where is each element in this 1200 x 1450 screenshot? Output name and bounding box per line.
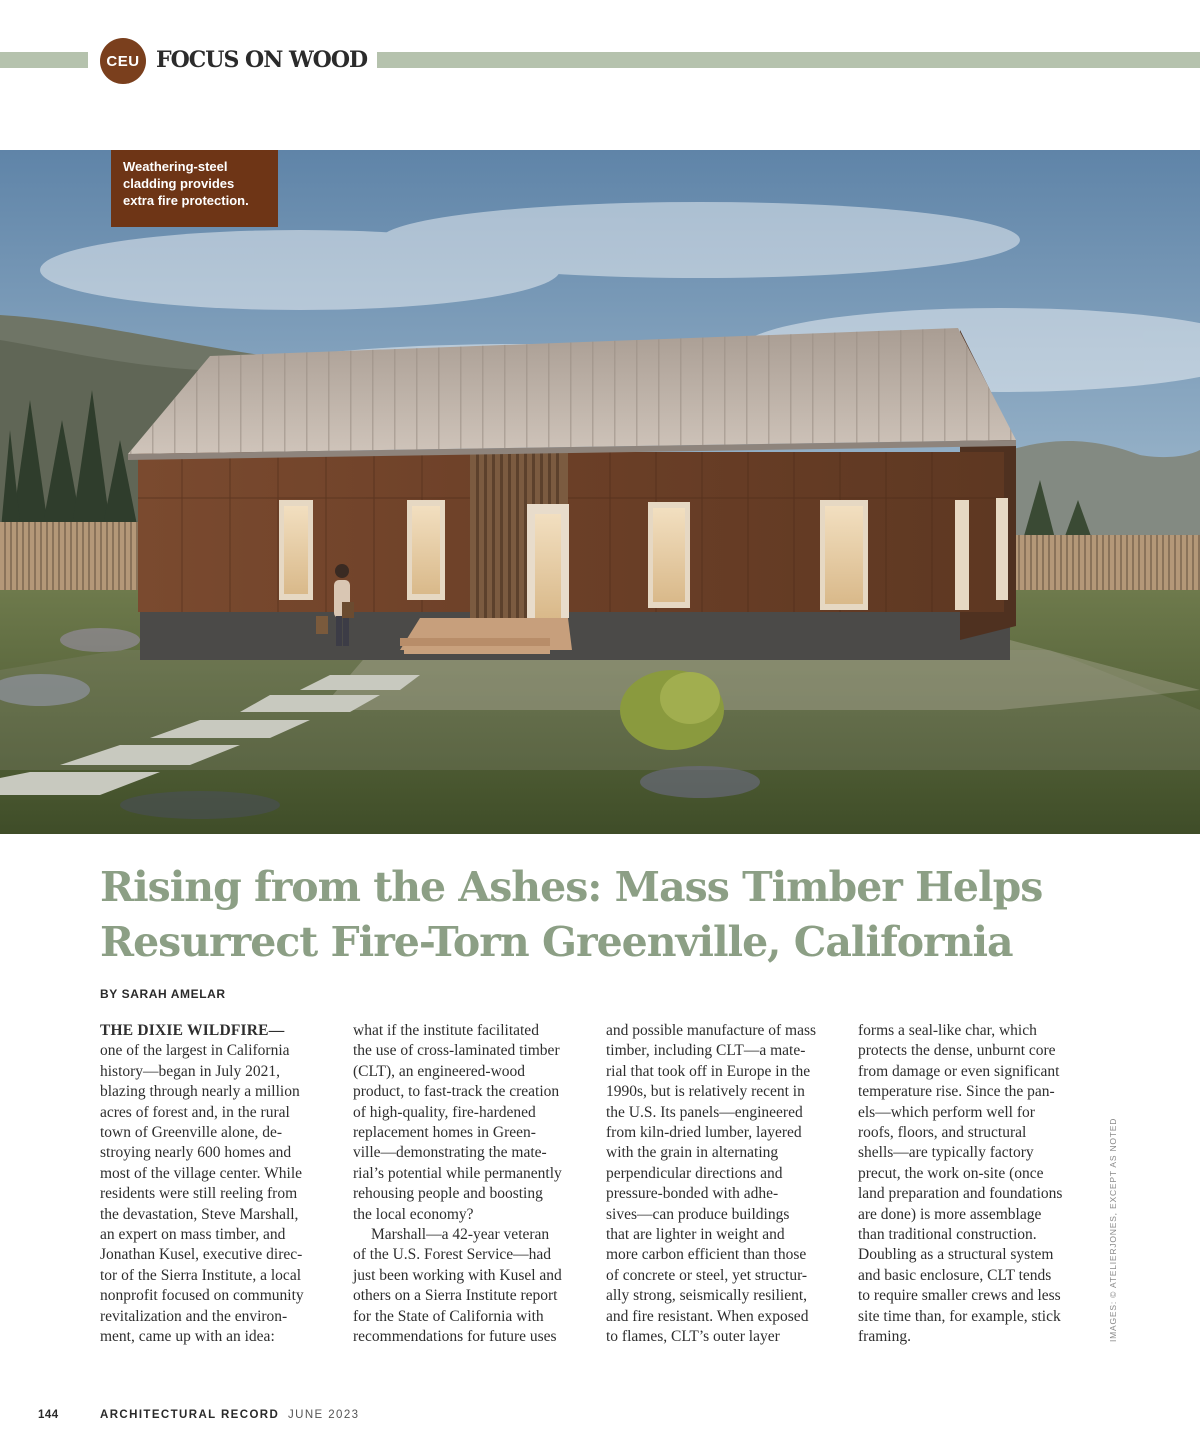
issue-date: JUNE 2023 (288, 1409, 360, 1421)
text-line: land preparation and foundations (858, 1185, 1063, 1203)
text-line: the local economy? (353, 1205, 474, 1223)
text-line: rial’s potential while permanently (353, 1164, 562, 1182)
header-rule-right (368, 52, 1200, 68)
text-line: nonprofit focused on community (100, 1287, 304, 1305)
text-line: protects the dense, unburnt core (858, 1042, 1056, 1060)
text-line: stroying nearly 600 homes and (100, 1144, 292, 1162)
text-line: revitalization and the environ- (100, 1307, 288, 1325)
text-line: perpendicular directions and (606, 1164, 783, 1182)
body-column-1 (100, 1021, 335, 1348)
text-line: that are lighter in weight and (606, 1226, 785, 1244)
text-line: of concrete or steel, yet structur- (606, 1266, 808, 1284)
body-column-4 (858, 1021, 1093, 1348)
text-line: (CLT), an engineered-wood (353, 1062, 526, 1080)
body-column-2 (353, 1021, 588, 1348)
text-line: are done) is more assemblage (858, 1205, 1042, 1223)
text-line: timber, including CLT—a mate- (606, 1042, 806, 1060)
ceu-badge: CEU (100, 38, 146, 84)
text-line: roofs, floors, and structural (858, 1124, 1027, 1142)
text-line: of the U.S. Forest Service—had (353, 1246, 552, 1264)
text-line: residents were still reeling from (100, 1185, 298, 1203)
headline-line-2: Resurrect Fire-Torn Greenville, California (100, 918, 1013, 966)
text-line: the devastation, Steve Marshall, (100, 1205, 299, 1223)
hero-image (0, 150, 1200, 834)
text-line: more carbon efficient than those (606, 1246, 807, 1264)
text-line: shells—are typically factory (858, 1144, 1034, 1162)
headline (100, 860, 1140, 970)
text-line: the use of cross-laminated timber (353, 1042, 560, 1060)
text-line: rial that took off in Europe in the (606, 1062, 811, 1080)
text-line: product, to fast-track the creation (353, 1083, 560, 1101)
publication-name: ARCHITECTURAL RECORD (100, 1409, 280, 1421)
text-line: just been working with Kusel and (353, 1266, 562, 1284)
text-line: rehousing people and boosting (353, 1185, 543, 1203)
image-credit: IMAGES: © ATELIERJONES, EXCEPT AS NOTED (1108, 1117, 1118, 1342)
page-number: 144 (38, 1409, 59, 1421)
text-line: tor of the Sierra Institute, a local (100, 1266, 302, 1284)
text-line: ally strong, seismically resilient, (606, 1287, 808, 1305)
text-line: from kiln-dried lumber, layered (606, 1124, 802, 1142)
text-line: to flames, CLT’s outer layer (606, 1328, 780, 1346)
text-line: acres of forest and, in the rural (100, 1103, 290, 1121)
text-line: from damage or even significant (858, 1062, 1060, 1080)
text-line: Jonathan Kusel, executive direc- (100, 1246, 303, 1264)
text-line: to require smaller crews and less (858, 1287, 1061, 1305)
text-line: temperature rise. Since the pan- (858, 1083, 1055, 1101)
header-rule-left (0, 52, 88, 68)
text-line: one of the largest in California (100, 1042, 290, 1060)
text-line: town of Greenville alone, de- (100, 1124, 283, 1142)
text-line: others on a Sierra Institute report (353, 1287, 558, 1305)
text-line: replacement homes in Green- (353, 1124, 536, 1142)
text-line: an expert on mass timber, and (100, 1226, 286, 1244)
text-line: forms a seal-like char, which (858, 1022, 1037, 1039)
section-label: FOCUS ON WOOD (156, 44, 377, 76)
body-column-3 (606, 1021, 841, 1348)
text-line: pressure-bonded with adhe- (606, 1185, 779, 1203)
headline-line-1: Rising from the Ashes: Mass Timber Helps (100, 863, 1043, 911)
text-line: and basic enclosure, CLT tends (858, 1266, 1052, 1284)
text-line: most of the village center. While (100, 1164, 303, 1182)
lead-in: THE DIXIE WILDFIRE— (100, 1022, 285, 1039)
text-line: of high-quality, fire-hardened (353, 1103, 536, 1121)
text-line: recommendations for future uses (353, 1328, 557, 1346)
text-line: than traditional construction. (858, 1226, 1037, 1244)
text-line: with the grain in alternating (606, 1144, 779, 1162)
text-line: precut, the work on-site (once (858, 1164, 1044, 1182)
text-line: for the State of California with (353, 1307, 544, 1325)
text-line: history—began in July 2021, (100, 1062, 280, 1080)
text-line: els—which perform well for (858, 1103, 1035, 1121)
text-line: sives—can produce buildings (606, 1205, 790, 1223)
text-line: and fire resistant. When exposed (606, 1307, 809, 1325)
text-line: 1990s, but is relatively recent in (606, 1083, 805, 1101)
text-line: Doubling as a structural system (858, 1246, 1054, 1264)
byline: BY SARAH AMELAR (100, 987, 226, 1001)
text-line: ville—demonstrating the mate- (353, 1144, 547, 1162)
text-line: the U.S. Its panels—engineered (606, 1103, 803, 1121)
text-line: ment, came up with an idea: (100, 1328, 275, 1346)
text-line: site time than, for example, stick (858, 1307, 1061, 1325)
text-line: Marshall—a 42-year veteran (371, 1226, 550, 1244)
text-line: and possible manufacture of mass (606, 1022, 817, 1039)
text-line: framing. (858, 1328, 911, 1346)
text-line: blazing through nearly a million (100, 1083, 300, 1101)
image-caption: Weathering-steel cladding provides extra fire protection. (111, 150, 278, 227)
text-line: what if the institute facilitated (353, 1022, 539, 1039)
